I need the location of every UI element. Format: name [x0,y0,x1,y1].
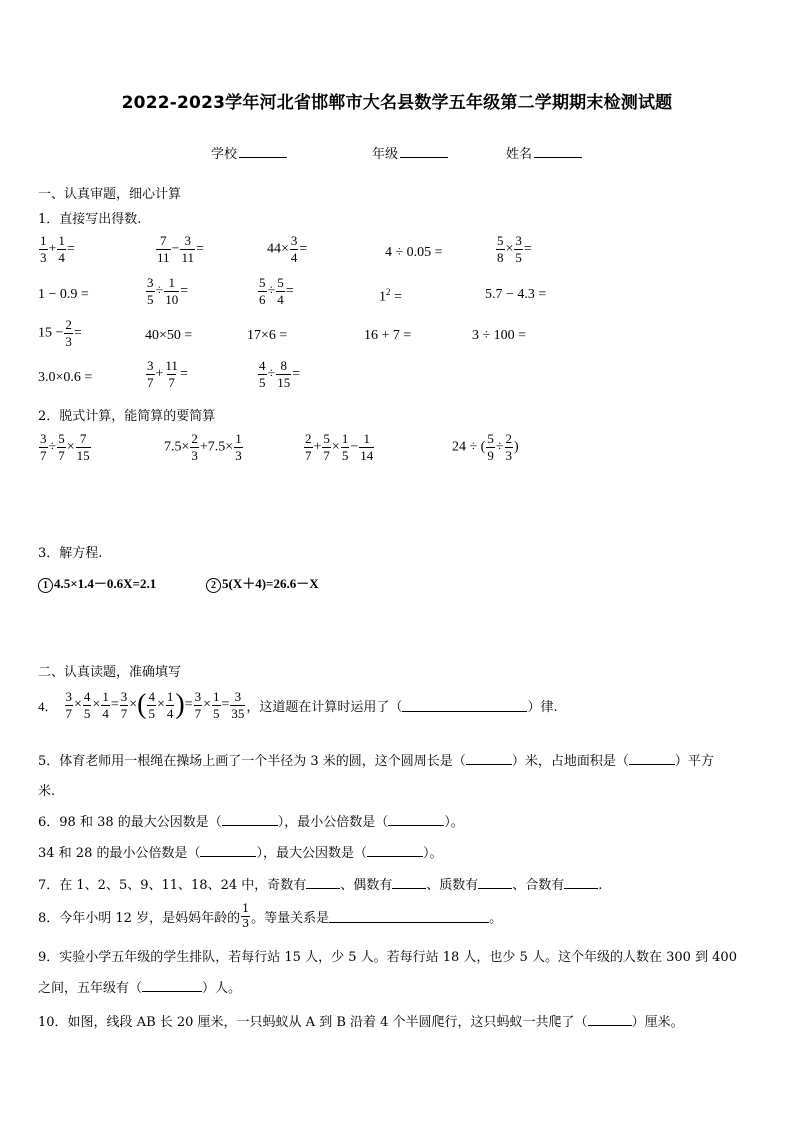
q10-line: 10．如图，线段 AB 长 20 厘米，一只蚂蚁从 A 到 B 沿着 4 个半圆爬行，这只蚂蚁一共爬了（ ）厘米。 [38,1015,684,1030]
school-field[interactable] [211,143,287,162]
circled-number-1: 1 [38,578,53,593]
q3-label: 3．解方程. [38,546,103,561]
q7-blank-odd[interactable] [306,876,340,889]
q6-blank-gcd-2[interactable] [367,844,423,857]
q5-blank-area[interactable] [629,752,675,765]
q2-expr3: $\frac{2}{7}$ + $\frac{5}{7}$ × $\frac{1}{5}$ − $\frac{1}{14}$ [305,431,374,463]
q1-r3-e: 3 ÷ 100 = [472,328,527,343]
q8-line: 8．今年小明 12 岁，是妈妈年龄的 $\frac{1}{3}$ 。等量关系是 。 [38,902,503,930]
q1-r3-b: 40×50 = [145,328,193,343]
q9-answer-blank[interactable] [142,979,202,992]
q1-r1-b: $\frac{7}{11}$ − $\frac{3}{11}$ = [157,233,204,265]
q6-blank-gcd-1[interactable] [222,813,278,826]
grade-field[interactable] [372,143,448,162]
q9-line2: 之间，五年级有（ ）人。 [38,981,242,996]
q9-line1: 9．实验小学五年级的学生排队，若每行站 15 人，少 5 人。若每行站 18 人，也少 5 人。这个年级的人数在 300 到 400 [38,950,737,965]
q5-line2: 米. [38,784,56,799]
q1-r1-e: $\frac{5}{8}$ × $\frac{3}{5}$ = [497,233,532,265]
q6-blank-lcm-1[interactable] [388,813,444,826]
q1-label: 1．直接写出得数. [38,212,142,227]
q6-blank-lcm-2[interactable] [200,844,256,857]
q1-r1-c: 44× $\frac{3}{4}$ = [267,233,308,265]
q1-r4-b: $\frac{3}{7}$ + $\frac{11}{7}$ = [147,358,188,390]
q7-line: 7．在 1、2、5、9、11、18、24 中，奇数有 、偶数有 、质数有 、合数有 . [38,878,603,893]
name-field[interactable] [506,143,582,162]
q1-r2-b: $\frac{3}{5}$ ÷ $\frac{1}{10}$ = [147,275,189,307]
q1-r2-e: 5.7 − 4.3 = [485,287,547,302]
q4-line: 4． $\frac{3}{7}$ × $\frac{4}{5}$ × $\frac{1}{4}$ = $\frac{3}{7}$ × ( $\frac{4}{5}$ × $\frac{1}{4}$ ) = $\frac{3}{7}$ × $\frac{1}{5}$ = $\frac{3}{35}$ ，这道题在计算时运用了（ ）律. [38,688,558,721]
q1-r4-a: 3.0×0.6 = [38,370,93,385]
q1-r3-d: 16 + 7 = [364,328,412,343]
q4-answer-blank[interactable] [402,699,527,712]
school-label: 学校 [211,147,238,162]
name-label: 姓名 [506,147,533,162]
grade-blank[interactable] [400,145,448,158]
q5-line1: 5．体育老师用一根绳在操场上画了一个半径为 3 米的圆，这个圆周长是（ ）米，占地面积是（ ）平方 [38,754,714,769]
circled-number-2: 2 [206,578,221,593]
q2-expr4: 24 ÷ ( $\frac{5}{9}$ ÷ $\frac{2}{3}$ ) [452,431,519,463]
section2-heading: 二、认真读题，准确填写 [38,665,182,680]
q1-r2-a: 1 − 0.9 = [38,287,89,302]
q7-blank-composite[interactable] [564,876,598,889]
q7-blank-prime[interactable] [478,876,512,889]
q8-answer-blank[interactable] [329,910,489,923]
q7-blank-even[interactable] [392,876,426,889]
q1-r2-d: $1^2$ = [379,287,402,305]
q1-r3-c: 17×6 = [247,328,288,343]
q6-line2: 34 和 28 的最小公倍数是（ ），最大公因数是（ ）。 [38,846,443,861]
name-blank[interactable] [534,145,582,158]
section1-heading: 一、认真审题，细心计算 [38,187,182,202]
q5-blank-circumference[interactable] [466,752,512,765]
q1-r2-c: $\frac{5}{6}$ ÷ $\frac{5}{4}$ = [259,275,294,307]
school-blank[interactable] [239,145,287,158]
q2-label: 2．脱式计算，能简算的要简算 [38,409,216,424]
grade-label: 年级 [372,147,399,162]
q2-expr1: $\frac{3}{7}$ ÷ $\frac{5}{7}$ × $\frac{7}{15}$ [40,431,90,463]
q6-line1: 6．98 和 38 的最大公因数是（ ），最小公倍数是（ ）。 [38,815,464,830]
q3-equation-2: 2 5(X＋4)=26.6－X [206,573,319,593]
q2-expr2: 7.5× $\frac{2}{3}$ +7.5× $\frac{1}{3}$ [164,431,242,463]
page-title: 2022-2023学年河北省邯郸市大名县数学五年级第二学期期末检测试题 [121,93,673,113]
q1-r4-c: $\frac{4}{5}$ ÷ $\frac{8}{15}$ = [259,358,301,390]
q1-r1-a: $\frac{1}{3}$ + $\frac{1}{4}$ = [40,233,75,265]
q1-r3-a: 15 − $\frac{2}{3}$ = [38,317,82,349]
q10-answer-blank[interactable] [588,1013,632,1026]
q3-equation-1: 1 4.5×1.4－0.6X=2.1 [38,573,156,593]
q1-r1-d: 4 ÷ 0.05 = [385,245,443,260]
